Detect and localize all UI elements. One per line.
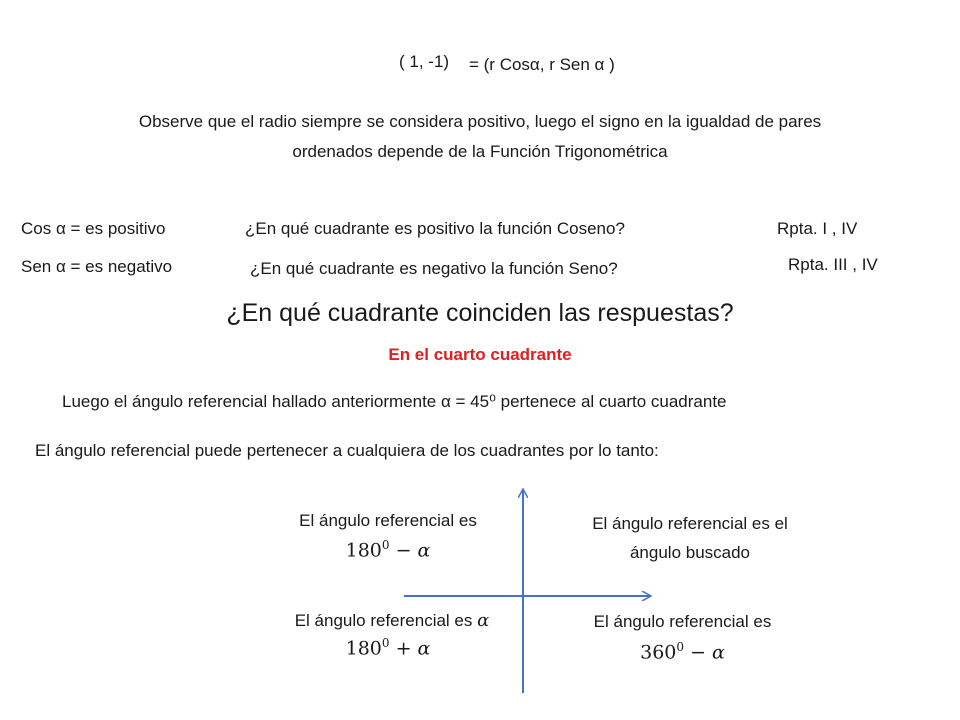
conclusion-text: Luego el ángulo referencial hallado anteriormente α = 45⁰ pertenece al cuarto cuadrante	[62, 392, 727, 411]
sen-question: ¿En qué cuadrante es negativo la función Seno?	[250, 259, 618, 278]
q2-text: El ángulo referencial es	[299, 511, 477, 530]
observation-line-2: ordenados depende de la Función Trigonométrica	[292, 142, 668, 161]
answer-highlight: En el cuarto cuadrante	[388, 345, 572, 364]
quadrants-intro: El ángulo referencial puede pertenecer a cualquiera de los cuadrantes por lo tanto:	[35, 441, 659, 460]
cos-label: Cos α = es positivo	[21, 219, 166, 238]
observation-line-1: Observe que el radio siempre se considera positivo, luego el signo en la igualdad de pares	[138, 112, 822, 131]
polar-form: = (r Cosα, r Sen α )	[469, 55, 615, 74]
sen-label: Sen α = es negativo	[21, 257, 173, 276]
sen-answer: Rpta. III , IV	[788, 255, 878, 274]
q3-text: El ángulo referencial es α	[294, 610, 490, 631]
point-coordinates: ( 1, -1)	[399, 52, 450, 71]
cos-answer: Rpta. I , IV	[777, 219, 858, 238]
q2-formula: $180^0 - \alpha$	[345, 538, 431, 562]
q4-text: El ángulo referencial es	[593, 612, 772, 631]
q1-line-2: ángulo buscado	[629, 543, 751, 562]
cos-question: ¿En qué cuadrante es positivo la función Coseno?	[245, 219, 625, 238]
q1-line-1: El ángulo referencial es el	[592, 514, 788, 533]
q4-formula: $360^0 - \alpha$	[640, 640, 725, 664]
main-question: ¿En qué cuadrante coinciden las respuestas?	[226, 299, 734, 327]
q3-formula: $180^0 + \alpha$	[345, 636, 431, 660]
